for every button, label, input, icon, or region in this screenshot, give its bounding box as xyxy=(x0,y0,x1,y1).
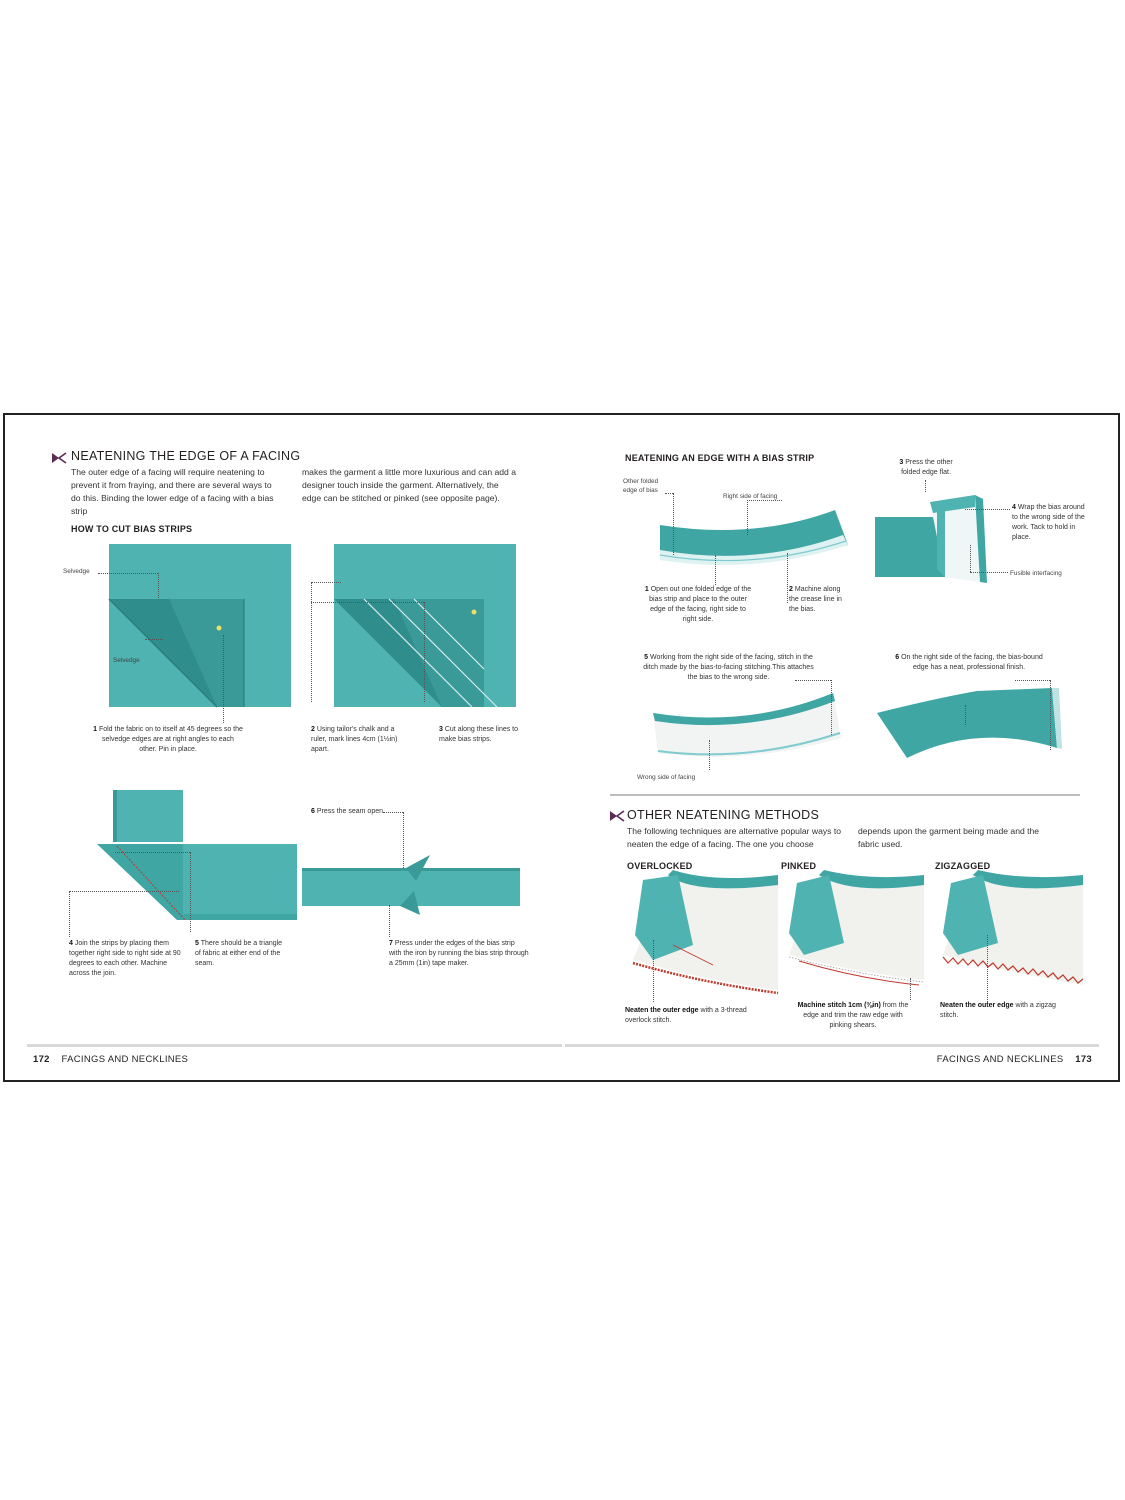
footer-rule-right xyxy=(565,1044,1099,1047)
running-title-right: FACINGS AND NECKLINES xyxy=(936,1054,1064,1065)
caption-step-7: 7 Press under the edges of the bias strip with the iron by running the bias strip through a 25mm (1in) tape maker. xyxy=(389,940,529,967)
chalk-lines-photo xyxy=(334,544,516,707)
method-title-pinked: PINKED xyxy=(781,861,817,871)
caption-zigzagged: Neaten the outer edge with a zigzag stitch. xyxy=(940,1002,1056,1019)
pressed-seam-photo xyxy=(302,855,520,915)
page-number-173: 173 xyxy=(1075,1054,1092,1065)
label-selvedge-1: Selvedge xyxy=(63,568,90,575)
subhead-neatening-edge-bias-strip: NEATENING AN EDGE WITH A BIAS STRIP xyxy=(625,453,815,463)
overlocked-photo xyxy=(633,875,778,995)
running-title-left: FACINGS AND NECKLINES xyxy=(61,1054,189,1065)
caption-step-6: 6 Press the seam open. xyxy=(311,808,385,815)
fabric-fold-photo xyxy=(109,544,291,707)
subhead-how-to-cut-bias-strips: HOW TO CUT BIAS STRIPS xyxy=(71,524,193,534)
label-wrong-side-facing: Wrong side of facing xyxy=(637,774,696,781)
footer-rule-left xyxy=(27,1044,562,1047)
intro-text-col1: The outer edge of a facing will require neatening to prevent it from fraying, and there are several ways to do this. Binding the lower edge of a facing with a bias strip xyxy=(71,467,274,516)
caption-bias-step-4: 4 Wrap the bias around to the wrong side of the work. Tack to hold in place. xyxy=(1012,504,1085,541)
caption-step-1: 1 Fold the fabric on to itself at 45 degrees so the selvedge edges are at right angles to each other. Pin in place. xyxy=(93,726,243,753)
label-right-side-facing: Right side of facing xyxy=(723,493,778,500)
caption-pinked: Machine stitch 1cm (⅜in) from the edge and trim the raw edge with pinking shears. xyxy=(797,1002,909,1029)
method-title-overlocked: OVERLOCKED xyxy=(627,861,693,871)
bias-strip-step1-photo xyxy=(660,505,850,570)
bias-strip-step5-photo xyxy=(653,683,843,763)
caption-bias-step-1: 1 Open out one folded edge of the bias strip and place to the outer edge of the facing, right side to right side. xyxy=(644,586,752,623)
caption-overlocked: Neaten the outer edge with a 3-thread overlock stitch. xyxy=(625,1007,747,1024)
caption-bias-step-5: 5 Working from the right side of the facing, stitch in the ditch made by the bias-to-facing stitching.This attaches the bias to the wrong side. xyxy=(643,654,814,681)
book-spread xyxy=(3,413,1120,1082)
page-number-172: 172 xyxy=(33,1054,50,1065)
method-title-zigzagged: ZIGZAGGED xyxy=(935,861,991,871)
caption-bias-step-6: 6 On the right side of the facing, the bias-bound edge has a neat, professional finish. xyxy=(895,654,1043,671)
caption-step-3: 3 Cut along these lines to make bias strips. xyxy=(439,726,519,743)
intro-other-col1: The following techniques are alternative popular ways to neaten the edge of a facing. The one you choose xyxy=(627,826,842,849)
section-title-neatening: NEATENING THE EDGE OF A FACING xyxy=(71,449,301,463)
label-fusible-interfacing: Fusible interfacing xyxy=(1010,570,1062,577)
section-title-other-methods: OTHER NEATENING METHODS xyxy=(627,808,820,822)
label-other-folded-edge: Other folded edge of bias xyxy=(623,478,659,494)
label-selvedge-2: Selvedge xyxy=(113,657,140,664)
footer-right xyxy=(937,1054,1092,1065)
pinked-photo xyxy=(789,875,924,995)
caption-step-2: 2 Using tailor's chalk and a ruler, mark lines 4cm (1½in) apart. xyxy=(311,726,398,753)
zigzagged-photo xyxy=(943,875,1083,995)
scissors-marker-icon xyxy=(51,452,67,464)
joined-strips-photo xyxy=(97,790,297,930)
scissors-marker-icon-2 xyxy=(609,810,625,822)
caption-bias-step-2: 2 Machine along the crease line in the bias. xyxy=(789,586,842,613)
bias-strip-step6-photo xyxy=(877,683,1062,758)
caption-step-5: 5 There should be a triangle of fabric at either end of the seam. xyxy=(195,940,283,967)
intro-text-col2: makes the garment a little more luxurious and can add a designer touch inside the garment. Alternatively, the edge can be stitched or pinked (see opposite page). xyxy=(302,467,517,503)
section-divider xyxy=(610,794,1080,796)
caption-step-4: 4 Join the strips by placing them together right side to right side at 90 degrees to each other. Machine across the join. xyxy=(69,940,181,977)
footer-left xyxy=(33,1054,188,1065)
intro-other-col2: depends upon the garment being made and the fabric used. xyxy=(858,826,1040,849)
caption-bias-step-3: 3 Press the other folded edge flat. xyxy=(899,459,953,476)
